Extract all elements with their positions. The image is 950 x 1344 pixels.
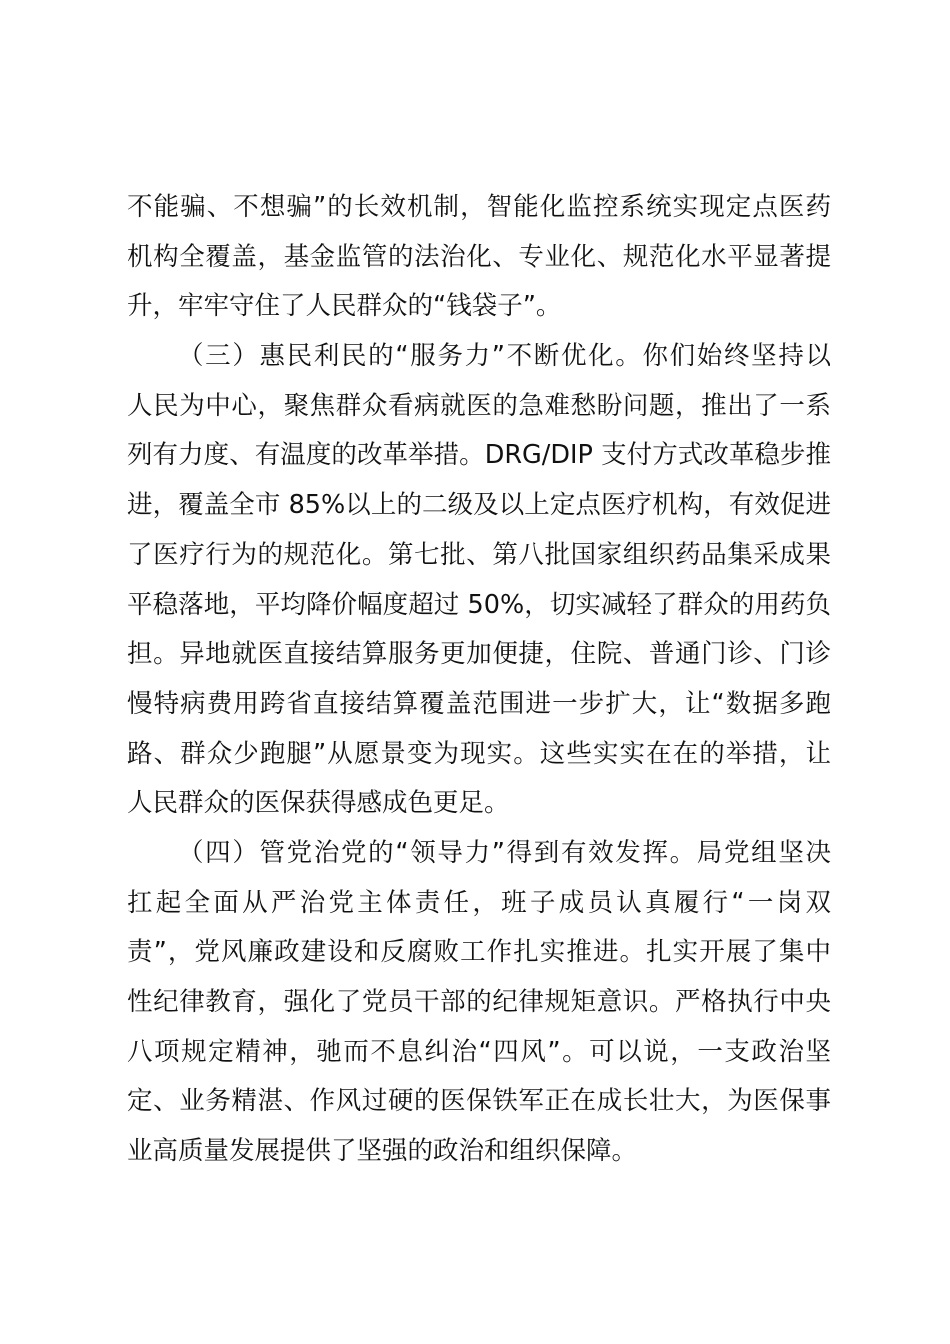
text-line: 不能骗、不想骗”的长效机制，智能化监控系统实现定点医药	[127, 192, 831, 222]
body-text	[127, 183, 831, 1177]
text-line: 列有力度、有温度的改革举措。DRG/DIP 支付方式改革稳步推	[127, 440, 831, 471]
paragraph-section-4	[127, 829, 831, 1177]
text-line: 升，牢牢守住了人民群众的“钱袋子”。	[127, 291, 562, 322]
paragraph-section-3	[127, 332, 831, 829]
section-heading-line: （四）管党治党的“领导力”得到有效发挥。局党组坚决	[178, 837, 831, 868]
text-line: 八项规定精神，驰而不息纠治“四风”。可以说，一支政治坚	[127, 1036, 831, 1067]
text-line: 慢特病费用跨省直接结算覆盖范围进一步扩大，让“数据多跑	[127, 688, 831, 719]
text-line: 性纪律教育，强化了党员干部的纪律规矩意识。严格执行中央	[127, 987, 831, 1017]
text-line: 定、业务精湛、作风过硬的医保铁军正在成长壮大，为医保事	[127, 1086, 831, 1117]
text-line: 进，覆盖全市 85%以上的二级及以上定点医疗机构，有效促进	[127, 490, 831, 521]
paragraph-continuation	[127, 183, 831, 332]
text-line: 人民为中心，聚焦群众看病就医的急难愁盼问题，推出了一系	[127, 390, 831, 421]
text-line: 担。异地就医直接结算服务更加便捷，住院、普通门诊、门诊	[127, 639, 831, 670]
text-line: 责”，党风廉政建设和反腐败工作扎实推进。扎实开展了集中	[127, 937, 831, 968]
text-line: 人民群众的医保获得感成色更足。	[127, 788, 510, 819]
section-heading-line: （三）惠民利民的“服务力”不断优化。你们始终坚持以	[178, 341, 831, 372]
text-line: 机构全覆盖，基金监管的法治化、专业化、规范化水平显著提	[127, 241, 831, 272]
text-line: 了医疗行为的规范化。第七批、第八批国家组织药品集采成果	[127, 539, 831, 570]
text-line: 路、群众少跑腿”从愿景变为现实。这些实实在在的举措，让	[127, 738, 831, 769]
text-line: 扛起全面从严治党主体责任，班子成员认真履行“一岗双	[127, 887, 831, 918]
text-line: 平稳落地，平均降价幅度超过 50%，切实减轻了群众的用药负	[127, 589, 831, 620]
text-line: 业高质量发展提供了坚强的政治和组织保障。	[127, 1136, 638, 1167]
